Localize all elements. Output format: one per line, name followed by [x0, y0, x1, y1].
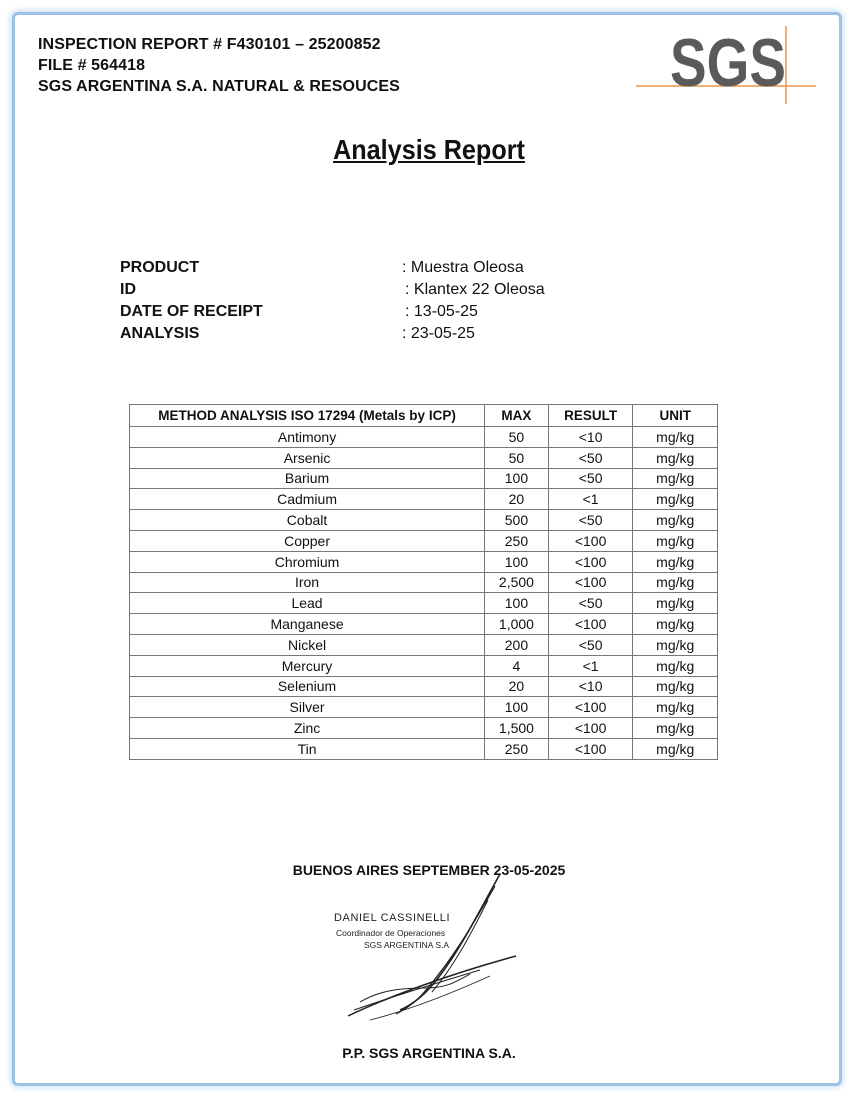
cell-unit: mg/kg: [633, 718, 718, 739]
cell-result-value: <10: [548, 427, 633, 448]
table-row: [130, 614, 718, 635]
company-division: SGS ARGENTINA S.A. NATURAL & RESOUCES: [38, 78, 400, 95]
cell-max-value: 50: [485, 427, 549, 448]
cell-unit: mg/kg: [633, 427, 718, 448]
cell-metal-name: Zinc: [130, 718, 485, 739]
file-number: FILE # 564418: [38, 57, 146, 74]
cell-result-value: <50: [548, 634, 633, 655]
cell-result-value: <1: [548, 489, 633, 510]
handwritten-signature: [330, 870, 530, 1030]
cell-unit: mg/kg: [633, 697, 718, 718]
cell-max-value: 100: [485, 551, 549, 572]
cell-max-value: 20: [485, 676, 549, 697]
cell-result-value: <100: [548, 718, 633, 739]
signatory-name: DANIEL CASSINELLI: [334, 912, 451, 924]
cell-metal-name: Manganese: [130, 614, 485, 635]
cell-unit: mg/kg: [633, 489, 718, 510]
footer-company: P.P. SGS ARGENTINA S.A.: [342, 1045, 516, 1061]
table-row: [130, 593, 718, 614]
column-header-method: METHOD ANALYSIS ISO 17294 (Metals by ICP): [130, 405, 485, 427]
cell-metal-name: Antimony: [130, 427, 485, 448]
column-header-max: MAX: [485, 405, 549, 427]
cell-result-value: <100: [548, 738, 633, 759]
cell-unit: mg/kg: [633, 676, 718, 697]
column-header-result: RESULT: [548, 405, 633, 427]
report-number: INSPECTION REPORT # F430101 – 25200852: [38, 36, 381, 53]
table-row: [130, 427, 718, 448]
cell-metal-name: Barium: [130, 468, 485, 489]
table-row: [130, 551, 718, 572]
cell-result-value: <50: [548, 510, 633, 531]
table-row: [130, 447, 718, 468]
page-title: Analysis Report: [333, 134, 525, 165]
cell-metal-name: Cobalt: [130, 510, 485, 531]
cell-metal-name: Copper: [130, 530, 485, 551]
table-row: [130, 510, 718, 531]
cell-max-value: 200: [485, 634, 549, 655]
cell-max-value: 1,500: [485, 718, 549, 739]
info-label-date-of-receipt: DATE OF RECEIPT: [120, 303, 263, 320]
cell-max-value: 100: [485, 697, 549, 718]
cell-result-value: <100: [548, 697, 633, 718]
cell-result-value: <1: [548, 655, 633, 676]
signatory-company: SGS ARGENTINA S.A: [364, 940, 450, 950]
cell-max-value: 100: [485, 593, 549, 614]
cell-metal-name: Arsenic: [130, 447, 485, 468]
cell-unit: mg/kg: [633, 655, 718, 676]
cell-metal-name: Cadmium: [130, 489, 485, 510]
info-label-analysis: ANALYSIS: [120, 325, 200, 342]
cell-unit: mg/kg: [633, 468, 718, 489]
cell-unit: mg/kg: [633, 634, 718, 655]
cell-unit: mg/kg: [633, 551, 718, 572]
cell-metal-name: Chromium: [130, 551, 485, 572]
cell-unit: mg/kg: [633, 530, 718, 551]
cell-metal-name: Lead: [130, 593, 485, 614]
cell-unit: mg/kg: [633, 447, 718, 468]
table-row: [130, 634, 718, 655]
cell-result-value: <100: [548, 530, 633, 551]
cell-max-value: 2,500: [485, 572, 549, 593]
cell-metal-name: Iron: [130, 572, 485, 593]
cell-max-value: 100: [485, 468, 549, 489]
table-row: [130, 468, 718, 489]
cell-max-value: 4: [485, 655, 549, 676]
table-row: [130, 530, 718, 551]
table-header-row: [130, 405, 718, 427]
cell-unit: mg/kg: [633, 510, 718, 531]
cell-max-value: 500: [485, 510, 549, 531]
column-header-unit: UNIT: [633, 405, 718, 427]
cell-result-value: <100: [548, 614, 633, 635]
info-label-id: ID: [120, 281, 136, 298]
cell-max-value: 20: [485, 489, 549, 510]
cell-metal-name: Nickel: [130, 634, 485, 655]
cell-metal-name: Tin: [130, 738, 485, 759]
cell-result-value: <50: [548, 447, 633, 468]
cell-unit: mg/kg: [633, 593, 718, 614]
cell-result-value: <100: [548, 572, 633, 593]
cell-unit: mg/kg: [633, 572, 718, 593]
cell-unit: mg/kg: [633, 614, 718, 635]
metals-analysis-table: [129, 404, 718, 760]
cell-max-value: 50: [485, 447, 549, 468]
signatory-role: Coordinador de Operaciones: [336, 928, 446, 938]
cell-result-value: <100: [548, 551, 633, 572]
table-row: [130, 738, 718, 759]
cell-max-value: 1,000: [485, 614, 549, 635]
cell-result-value: <10: [548, 676, 633, 697]
cell-metal-name: Selenium: [130, 676, 485, 697]
table-row: [130, 489, 718, 510]
cell-metal-name: Silver: [130, 697, 485, 718]
cell-result-value: <50: [548, 468, 633, 489]
sgs-logo: [636, 26, 816, 104]
info-value-analysis: : 23-05-25: [402, 325, 475, 342]
cell-max-value: 250: [485, 530, 549, 551]
cell-result-value: <50: [548, 593, 633, 614]
place-and-date: BUENOS AIRES SEPTEMBER 23-05-2025: [292, 862, 566, 878]
table-row: [130, 572, 718, 593]
info-value-id: : Klantex 22 Oleosa: [405, 281, 545, 298]
cell-unit: mg/kg: [633, 738, 718, 759]
info-value-date-of-receipt: : 13-05-25: [405, 303, 478, 320]
cell-metal-name: Mercury: [130, 655, 485, 676]
table-row: [130, 676, 718, 697]
table-row: [130, 655, 718, 676]
cell-max-value: 250: [485, 738, 549, 759]
info-label-product: PRODUCT: [120, 259, 200, 276]
table-row: [130, 718, 718, 739]
table-row: [130, 697, 718, 718]
logo-text: SGS: [670, 26, 786, 101]
info-value-product: : Muestra Oleosa: [402, 259, 524, 276]
